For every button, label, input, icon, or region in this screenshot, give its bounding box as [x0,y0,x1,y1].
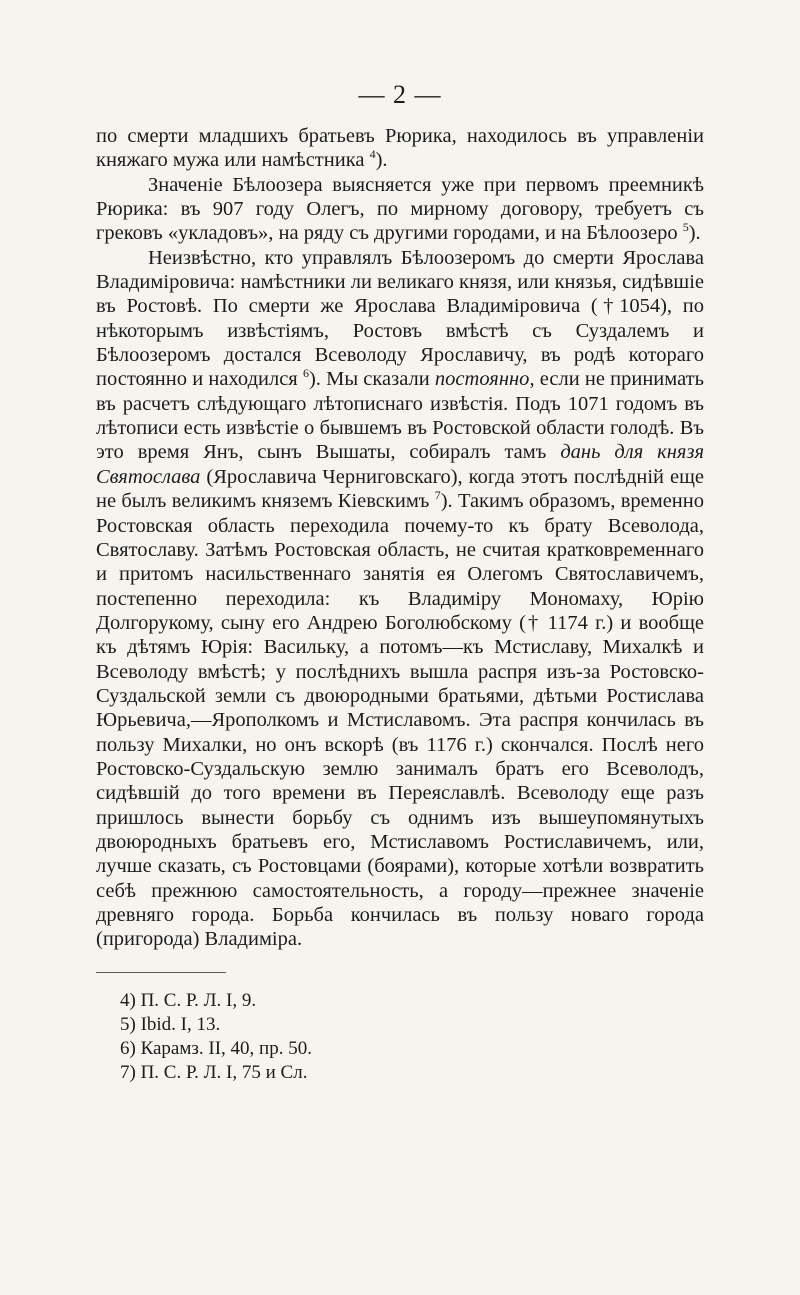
footnote-ref: 5 [682,220,689,235]
text-run: , если не принимать въ расчетъ слѣдующаго лѣтописнаго извѣстія. Подъ 1071 годомъ въ лѣтописи есть извѣстіе о бывшемъ въ Ростовской области голодѣ. Въ это время Янъ, сынъ Вышаты, собиралъ тамъ [96,368,704,464]
text-run: (Ярославича Черниговскаго), когда этотъ послѣдній еще не былъ великимъ княземъ Кіевскимъ [96,465,704,513]
italic-text: постоянно [434,368,530,391]
footnote-ref: 6 [302,366,309,381]
footnote-ref: 4 [369,147,376,162]
paragraph [96,124,704,173]
text-run: Неизвѣстно, кто управлялъ Бѣлоозеромъ до смерти Ярослава Владиміровича: намѣстники ли великаго князя, или князья, сидѣвшіе въ Ростовѣ. По смерти же Ярослава Владиміровича (†1054), по нѣкоторымъ извѣстіямъ, Ростовъ вмѣстѣ съ Суздалемъ и Бѣлоозеромъ достался Всеволоду Ярославичу, въ родѣ котораго постоянно и находился [96,246,704,391]
book-page [96,80,704,1085]
text-run: Значеніе Бѣлоозера выясняется уже при первомъ преемникѣ Рюрика: въ 907 году Олегъ, по мирному договору, требуетъ съ грековъ «укладовъ», на ряду съ другими городами, и на Бѣлоозеро [96,173,704,245]
footnote-item: 7) П. С. Р. Л. I, 75 и Сл. [120,1061,308,1083]
footnote-item: 4) П. С. Р. Л. I, 9. [120,989,257,1011]
text-run: ). [375,149,388,172]
italic-text: дань для князя Святослава [96,441,704,488]
footnotes-list [120,989,704,1085]
body-text [96,124,704,952]
footnote-divider [96,972,226,973]
footnote-item: 5) Ibid. I, 13. [120,1013,221,1035]
text-run: ). [688,222,701,245]
footnote-ref: 7 [434,488,441,503]
footnote-item: 6) Карамз. II, 40, пр. 50. [120,1037,312,1059]
text-run: ). Мы сказали [308,368,435,391]
page-number: — 2 — [358,80,442,109]
text-run: по смерти младшихъ братьевъ Рюрика, находилось въ управленіи княжаго мужа или намѣстника [96,125,704,172]
text-run: ). Такимъ образомъ, временно Ростовская область переходила почему-то къ брату Всеволода, Святославу. Затѣмъ Ростовская область, не считая кратковременнаго и притомъ насильственнаго занятія ея Олегомъ Святославичемъ, постепенно переходила: къ Владиміру Мономаху, Юрію Долгорукому, сыну его Андрею Боголюбскому († 1174 г.) и вообще къ дѣтямъ Юрія: Васильку, а потомъ—къ Мстиславу, Михалкѣ и Всеволоду вмѣстѣ; у послѣднихъ вышла распря изъ-за Ростовско-Суздальской земли съ двоюродными братьями, дѣтьми Ростислава Юрьевича,—Ярополкомъ и Мстиславомъ. Эта распря кончилась въ пользу Михалки, но онъ вскорѣ (въ 1176 г.) скончался. Послѣ него Ростовско-Суздальскую землю занималъ братъ его Всеволодъ, сидѣвшій до того времени въ Переяславлѣ. Всеволоду еще разъ пришлось вынести борьбу съ однимъ изъ вышеупомянутыхъ двоюродныхъ братьевъ его, Мстиславомъ Ростиславичемъ, или, лучше сказать, съ Ростовцами (боярами), которые хотѣли возвратить себѣ прежнюю самостоятельность, а городу—прежнее значеніе древняго города. Борьба кончилась въ пользу новаго города (пригорода) Владиміра. [96,490,705,951]
paragraph [96,246,704,952]
paragraph [96,173,704,246]
